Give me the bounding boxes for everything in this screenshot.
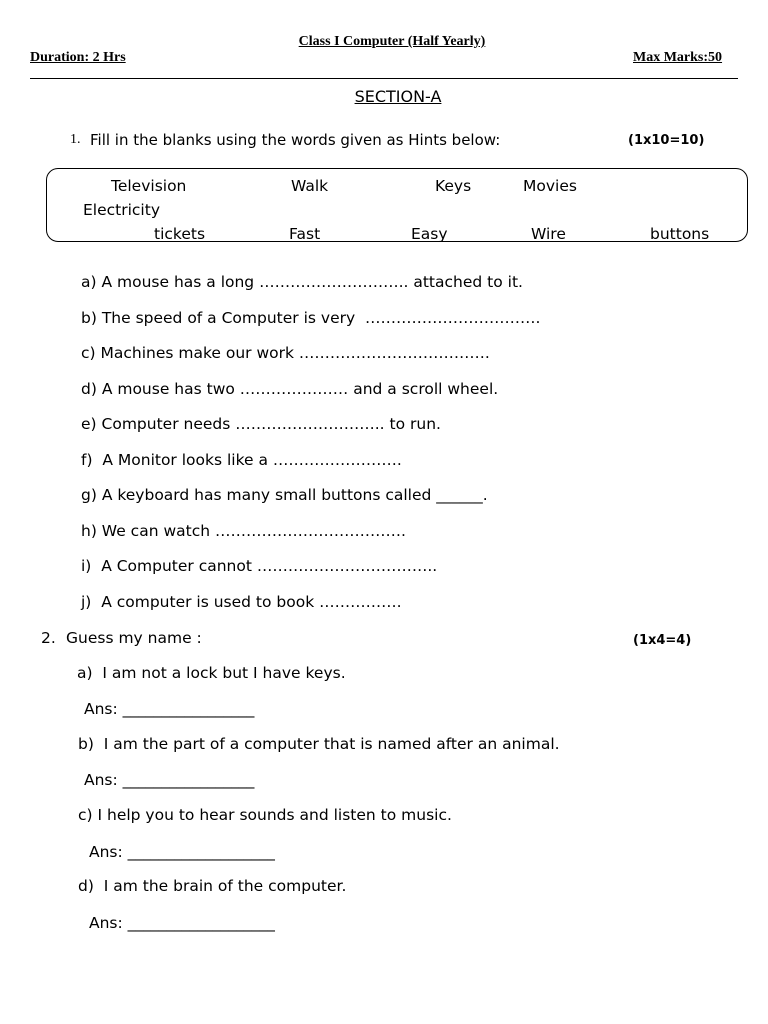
hint-word: Wire [531, 225, 566, 243]
riddle-question: d) I am the brain of the computer. [78, 877, 347, 895]
question-text: Fill in the blanks using the words given as Hints below: [90, 131, 501, 149]
question-marks: (1x10=10) [628, 133, 705, 148]
riddle-question: c) I help you to hear sounds and listen to music. [78, 806, 452, 824]
fill-blank-item: g) A keyboard has many small buttons called ______. [81, 486, 488, 504]
riddle-question: b) I am the part of a computer that is named after an animal. [78, 735, 560, 753]
hint-word: Movies [523, 177, 577, 195]
hint-word: Walk [291, 177, 329, 195]
riddle-question: a) I am not a lock but I have keys. [77, 664, 346, 682]
question-text: Guess my name : [66, 629, 202, 647]
answer-line: Ans: _________________ [84, 771, 255, 789]
question-marks: (1x4=4) [633, 633, 692, 648]
exam-title: Class I Computer (Half Yearly) [298, 34, 486, 49]
fill-blank-item: c) Machines make our work ………………………………. [81, 344, 490, 362]
hint-word: Easy [411, 225, 448, 243]
answer-line: Ans: ___________________ [89, 843, 275, 861]
section-title: SECTION-A [354, 87, 442, 106]
answer-line: Ans: ___________________ [89, 914, 275, 932]
duration-label: Duration: 2 Hrs [30, 50, 126, 65]
fill-blank-item: h) We can watch ………………………………. [81, 522, 406, 540]
hint-word: buttons [650, 225, 710, 243]
fill-blank-item: d) A mouse has two ………………… and a scroll wheel. [81, 380, 499, 398]
fill-blank-item: e) Computer needs ……………………….. to run. [81, 415, 441, 433]
max-marks-label: Max Marks:50 [633, 50, 723, 65]
fill-blank-item: j) A computer is used to book ……………. [81, 593, 402, 611]
header-divider [30, 78, 738, 79]
fill-blank-item: a) A mouse has a long ……………………….. attached to it. [81, 273, 523, 291]
answer-line: Ans: _________________ [84, 700, 255, 718]
hint-word: Keys [435, 177, 472, 195]
hint-word: Television [111, 177, 187, 195]
fill-blank-item: b) The speed of a Computer is very ……………………………. [81, 309, 541, 327]
hint-word: Electricity [83, 201, 160, 219]
fill-blank-item: i) A Computer cannot …………………………….. [81, 557, 438, 575]
hint-word: tickets [154, 225, 206, 243]
question-number: 1. [70, 132, 81, 147]
hint-word: Fast [289, 225, 321, 243]
fill-blank-item: f) A Monitor looks like a ……………………. [81, 451, 402, 469]
question-number: 2. [41, 629, 56, 647]
